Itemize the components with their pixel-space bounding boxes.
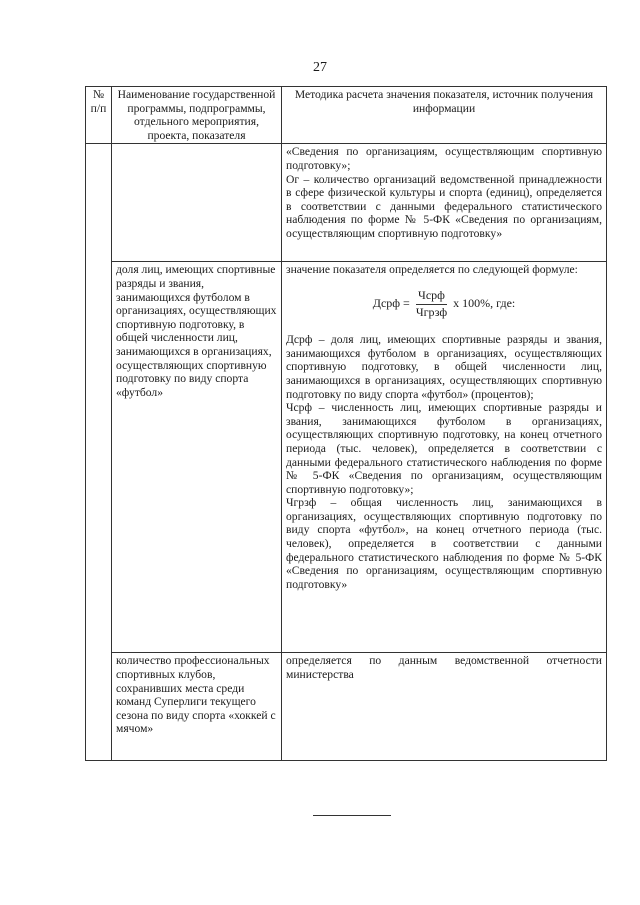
formula-denominator: Чгрзф: [415, 304, 448, 319]
header-name: Наименование государственной программы, подпрограммы, отдельного мероприятия, проекта, показателя: [112, 87, 282, 144]
row-name-cell: [112, 144, 282, 262]
formula-lhs: Дсрф =: [372, 296, 410, 311]
indicator-table: [85, 86, 607, 761]
table-row: [86, 144, 607, 262]
table-row: [86, 262, 607, 653]
footer-divider: [313, 815, 391, 816]
row-name-cell: количество профессиональных спортивных клубов, сохранивших места среди команд Суперлиги текущего сезона по виду спорта «хоккей с мячом»: [112, 653, 282, 761]
page-number: 27: [313, 60, 327, 75]
row-method-cell: [282, 144, 607, 262]
method-paragraph: Дсрф – доля лиц, имеющих спортивные разряды и звания, занимающихся футболом в организациях, осуществляющих спортивную подготовку, в общей численности лиц, занимающихся в организациях, осуществляющих спортивную подготовку по виду спорта «футбол» (процентов);: [286, 333, 602, 401]
row-method-cell: [282, 653, 607, 761]
method-paragraph: Чгрзф – общая численность лиц, занимающихся в организациях, осуществляющих спортивную подготовку по виду спорта «футбол», на конец отчетного периода (тыс. человек), определяется в соответствии с данными федерального статистического наблюдения по форме № 5-ФК «Сведения по организациям, осуществляющим спортивную подготовку»: [286, 496, 602, 591]
method-intro: значение показателя определяется по следующей формуле:: [286, 263, 578, 277]
row-name-cell: доля лиц, имеющих спортивные разряды и звания, занимающихся футболом в организациях, осуществляющих спортивную подготовку, в общей численности лиц, занимающихся в организациях, осуществляющих спортивную подготовку по виду спорта «футбол»: [112, 262, 282, 653]
row-num-cell: [86, 144, 112, 761]
method-paragraph: «Сведения по организациям, осуществляющим спортивную подготовку»;: [286, 145, 602, 172]
formula-rhs: x 100%, где:: [453, 296, 516, 311]
method-paragraph: Ог – количество организаций ведомственной принадлежности в сфере физической культуры и спорта (единиц), определяется в соответствии с данными федерального статистического наблюдения по форме № 5-ФК «Сведения по организациям, осуществляющим спортивную подготовку»: [286, 172, 602, 240]
formula-numerator: Чсрф: [416, 289, 447, 305]
header-num: № п/п: [86, 87, 112, 144]
table-row: [86, 653, 607, 761]
header-method: Методика расчета значения показателя, источник получения информации: [282, 87, 607, 144]
table-header-row: [86, 87, 607, 144]
row-method-cell: [282, 262, 607, 653]
formula-fraction: [414, 289, 449, 319]
formula: [286, 289, 602, 319]
method-paragraph: определяется по данным ведомственной отчетности министерства: [286, 654, 602, 681]
method-paragraph: Чсрф – численность лиц, имеющих спортивные разряды и звания, занимающихся футболом в организациях, осуществляющих спортивную подготовку, на конец отчетного периода (тыс. человек), определяется в соответствии с данными федерального статистического наблюдения по форме № 5-ФК «Сведения по организациям, осуществляющим спортивную подготовку»;: [286, 401, 602, 496]
